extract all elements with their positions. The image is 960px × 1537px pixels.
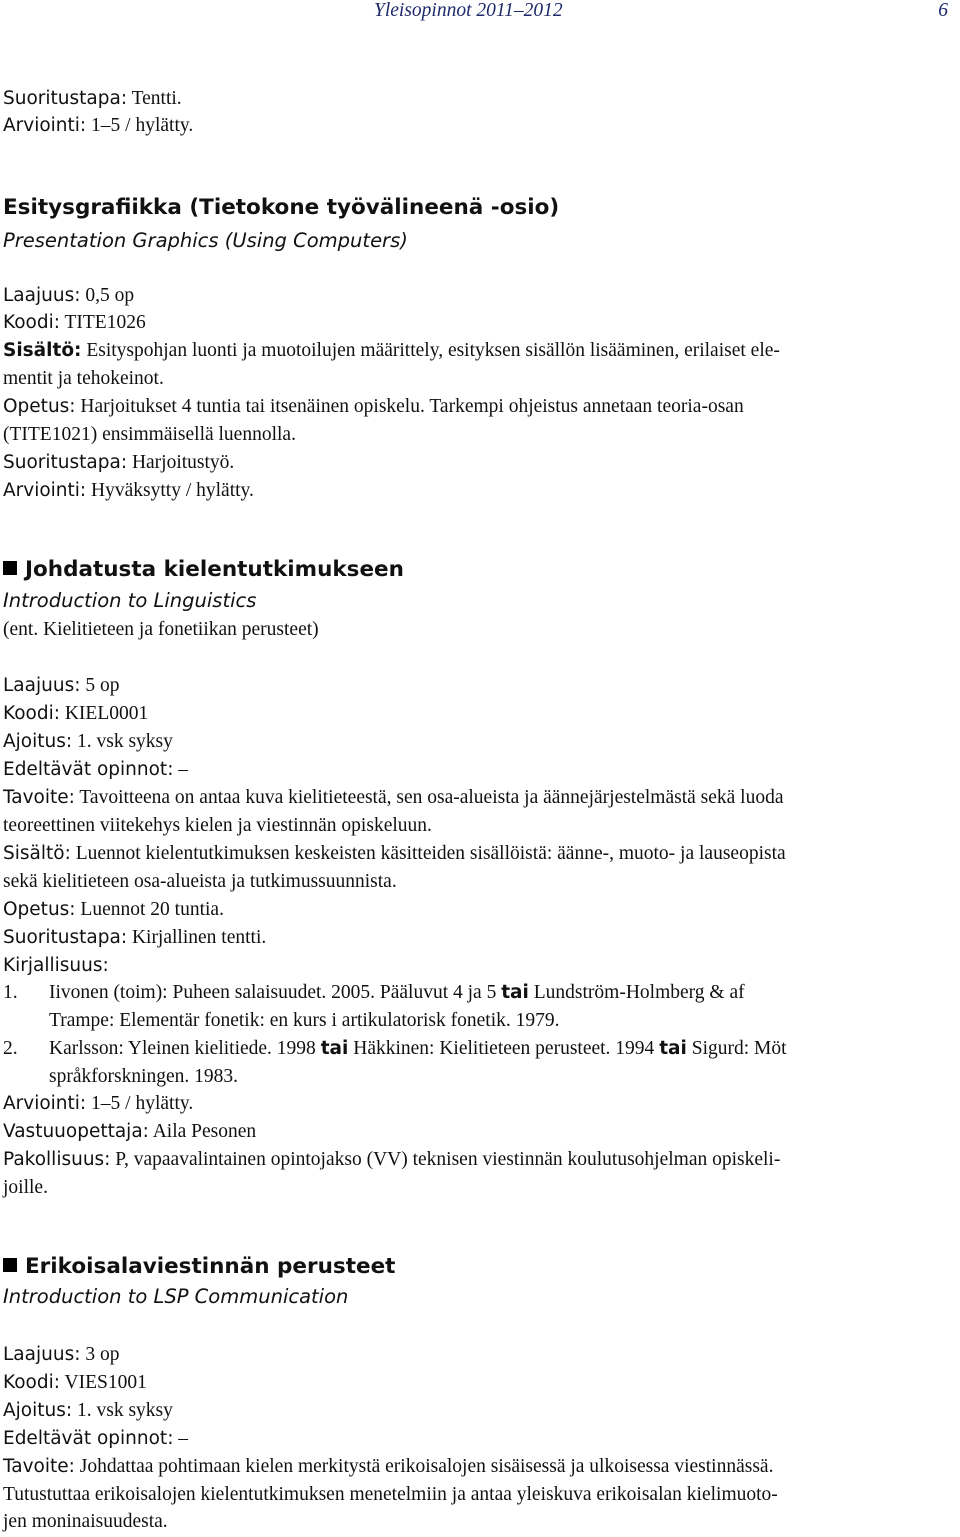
field-value: Tavoitteena on antaa kuva kielitieteestä, sen osa-alueista ja äännejärjestelmästä sekä luoda bbox=[74, 787, 784, 808]
field-value: Luennot kielentutkimuksen keskeisten käsitteiden sisällöistä: äänne-, muoto- ja lauseopista bbox=[70, 843, 786, 864]
course-title-row bbox=[3, 1254, 955, 1280]
field-value: 1–5 / hylätty. bbox=[86, 115, 194, 136]
course-subtitle: Presentation Graphics (Using Computers) bbox=[3, 229, 408, 252]
field-value: Aila Pesonen bbox=[148, 1121, 257, 1142]
square-bullet-icon bbox=[3, 561, 17, 575]
tavoite-line bbox=[3, 785, 955, 811]
field-label: Koodi: bbox=[3, 1372, 60, 1393]
field-value: 1. vsk syksy bbox=[72, 1400, 173, 1421]
field-value: 3 op bbox=[80, 1344, 120, 1365]
field-label: Edeltävät opinnot: bbox=[3, 759, 174, 780]
field-value: – bbox=[173, 1428, 189, 1449]
course-subtitle: Introduction to LSP Communication bbox=[3, 1285, 349, 1308]
field-label: Ajoitus: bbox=[3, 1400, 73, 1421]
list-item bbox=[49, 1036, 787, 1062]
field-label: Arviointi: bbox=[3, 1093, 87, 1114]
page-header bbox=[0, 0, 960, 24]
list-item-text: Häkkinen: Kielitieteen perusteet. 1994 bbox=[348, 1038, 660, 1059]
field-label: Laajuus: bbox=[3, 285, 81, 306]
square-bullet-icon bbox=[3, 1258, 17, 1272]
ajoitus-line bbox=[3, 1398, 955, 1424]
field-value: 1–5 / hylätty. bbox=[86, 1093, 194, 1114]
field-value: Luennot 20 tuntia. bbox=[75, 899, 224, 920]
vastuuopettaja-line bbox=[3, 1119, 955, 1145]
list-item-text: Sigurd: Möt bbox=[686, 1038, 787, 1059]
field-label: Laajuus: bbox=[3, 1344, 81, 1365]
keyword-tai: tai bbox=[501, 982, 529, 1003]
field-value: Harjoitukset 4 tuntia tai itsenäinen opiskelu. Tarkempi ohjeistus annetaan teoria-osan bbox=[75, 396, 744, 417]
field-value: 5 op bbox=[80, 675, 120, 696]
koodi-line bbox=[3, 701, 955, 727]
sisalto-line-2: mentit ja tehokeinot. bbox=[3, 368, 164, 389]
field-label: Pakollisuus: bbox=[3, 1149, 111, 1170]
field-value: VIES1001 bbox=[59, 1372, 147, 1393]
suoritustapa-line bbox=[3, 450, 955, 476]
field-label: Opetus: bbox=[3, 899, 76, 920]
field-label: Kirjallisuus: bbox=[3, 955, 109, 976]
field-label: Sisältö: bbox=[3, 843, 71, 864]
former-name: (ent. Kielitieteen ja fonetiikan perusteet) bbox=[3, 619, 319, 640]
list-item-text: Lundström-Holmberg & af bbox=[528, 982, 745, 1003]
koodi-line bbox=[3, 310, 955, 336]
field-value: – bbox=[173, 759, 189, 780]
field-value: P, vapaavalintainen opintojakso (VV) teknisen viestinnän koulutusohjelman opiskeli- bbox=[110, 1149, 781, 1170]
field-label: Opetus: bbox=[3, 396, 76, 417]
opetus-line bbox=[3, 394, 955, 420]
tavoite-line-2: Tutustuttaa erikoisalojen kielentutkimuksen menetelmiin ja antaa yleiskuva erikoisalan kielimuoto- bbox=[3, 1484, 778, 1505]
field-label: Suoritustapa: bbox=[3, 927, 128, 948]
list-item-continuation: Trampe: Elementär fonetik: en kurs i artikulatorisk fonetik. 1979. bbox=[49, 1010, 560, 1031]
field-value: Hyväksytty / hylätty. bbox=[86, 480, 254, 501]
kirjallisuus-heading bbox=[3, 953, 955, 979]
field-value: 1. vsk syksy bbox=[72, 731, 173, 752]
laajuus-line bbox=[3, 283, 955, 309]
koodi-line bbox=[3, 1370, 955, 1396]
arviointi-line bbox=[3, 478, 955, 504]
list-item-continuation: språkforskningen. 1983. bbox=[49, 1066, 239, 1087]
sisalto-line-2: sekä kielitieteen osa-alueista ja tutkimussuunnista. bbox=[3, 871, 397, 892]
field-label: Tavoite: bbox=[3, 1456, 75, 1477]
field-label: Arviointi: bbox=[3, 480, 87, 501]
tavoite-line-2: teoreettinen viitekehys kielen ja viestinnän opiskeluun. bbox=[3, 815, 432, 836]
pakollisuus-line-2: joille. bbox=[3, 1177, 48, 1198]
list-item bbox=[49, 980, 745, 1006]
field-label: Vastuuopettaja: bbox=[3, 1121, 149, 1142]
field-label: Suoritustapa: bbox=[3, 452, 128, 473]
tavoite-line-3: jen moninaisuudesta. bbox=[3, 1511, 168, 1532]
course-subtitle: Introduction to Linguistics bbox=[3, 589, 257, 612]
field-value: Johdattaa pohtimaan kielen merkitystä erikoisalojen sisäisessä ja ulkoisessa viestinnässä. bbox=[74, 1456, 774, 1477]
field-value: Esityspohjan luonti ja muotoilujen määrittely, esityksen sisällön lisääminen, erilaiset ele- bbox=[81, 340, 780, 361]
sisalto-line bbox=[3, 338, 955, 364]
course-title: Esitysgrafiikka (Tietokone työvälineenä -osio) bbox=[3, 195, 560, 220]
field-value: KIEL0001 bbox=[59, 703, 149, 724]
field-label: Arviointi: bbox=[3, 115, 87, 136]
field-label: Laajuus: bbox=[3, 675, 81, 696]
field-label: Ajoitus: bbox=[3, 731, 73, 752]
opetus-line-2: (TITE1021) ensimmäisellä luennolla. bbox=[3, 424, 296, 445]
field-value: TITE1026 bbox=[59, 312, 146, 333]
field-value: Tentti. bbox=[127, 88, 182, 109]
list-item-text: Iivonen (toim): Puheen salaisuudet. 2005. Pääluvut 4 ja 5 bbox=[49, 982, 502, 1003]
field-label: Sisältö: bbox=[3, 340, 82, 361]
arviointi-line bbox=[3, 113, 955, 139]
suoritustapa-line bbox=[3, 925, 955, 951]
list-item-number: 2. bbox=[3, 1038, 18, 1059]
course-title: Erikoisalaviestinnän perusteet bbox=[25, 1254, 396, 1279]
list-item-text: Karlsson: Yleinen kielitiede. 1998 bbox=[49, 1038, 321, 1059]
sisalto-line bbox=[3, 841, 955, 867]
running-title: Yleisopinnot 2011–2012 bbox=[374, 0, 563, 21]
field-value: 0,5 op bbox=[80, 285, 135, 306]
edeltavat-line bbox=[3, 1426, 955, 1452]
keyword-tai: tai bbox=[659, 1038, 687, 1059]
field-label: Koodi: bbox=[3, 703, 60, 724]
list-item-number: 1. bbox=[3, 982, 18, 1003]
laajuus-line bbox=[3, 673, 955, 699]
field-label: Koodi: bbox=[3, 312, 60, 333]
field-value: Harjoitustyö. bbox=[127, 452, 235, 473]
suoritustapa-line bbox=[3, 86, 955, 112]
tavoite-line bbox=[3, 1454, 955, 1480]
opetus-line bbox=[3, 897, 955, 923]
field-value: Kirjallinen tentti. bbox=[127, 927, 267, 948]
field-label: Suoritustapa: bbox=[3, 88, 128, 109]
laajuus-line bbox=[3, 1342, 955, 1368]
arviointi-line bbox=[3, 1091, 955, 1117]
field-label: Edeltävät opinnot: bbox=[3, 1428, 174, 1449]
course-title-row bbox=[3, 557, 955, 583]
edeltavat-line bbox=[3, 757, 955, 783]
field-label: Tavoite: bbox=[3, 787, 75, 808]
keyword-tai: tai bbox=[320, 1038, 349, 1059]
pakollisuus-line bbox=[3, 1147, 955, 1173]
ajoitus-line bbox=[3, 729, 955, 755]
course-title: Johdatusta kielentutkimukseen bbox=[25, 557, 404, 582]
page-number: 6 bbox=[938, 0, 948, 21]
